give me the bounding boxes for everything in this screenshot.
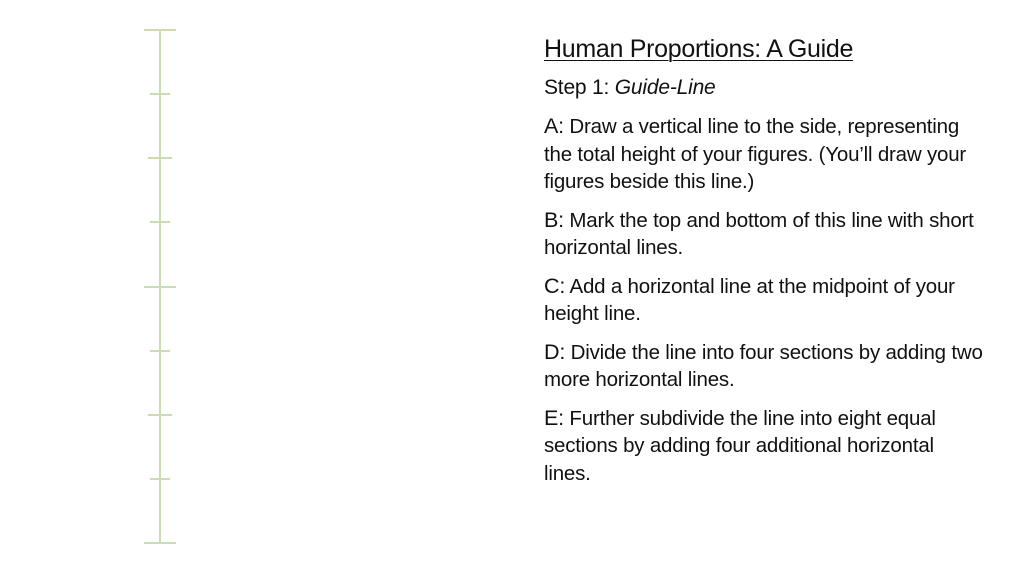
instruction-text: Add a horizontal line at the midpoint of your height line. [544,274,955,325]
tick-mark [150,93,170,95]
tick-mark [148,414,172,416]
instruction-b [544,207,984,262]
guide-line-diagram [0,0,330,576]
instruction-a [544,113,984,196]
instruction-key: B: [544,207,564,232]
tick-mark [150,350,170,352]
tick-mark [150,478,170,480]
instruction-key: C: [544,273,566,298]
page-title: Human Proportions: A Guide [544,35,854,63]
tick-mark [150,221,170,223]
instruction-e [544,405,984,488]
instruction-text: Divide the line into four sections by adding two more horizontal lines. [544,340,983,391]
instruction-c [544,273,984,328]
instruction-text: Mark the top and bottom of this line with short horizontal lines. [544,208,974,259]
tick-top [144,29,176,31]
instruction-text: Further subdivide the line into eight equal sections by adding four additional horizontal lines. [544,406,936,485]
tick-mark [148,157,172,159]
tick-midpoint [144,286,176,288]
instruction-key: D: [544,339,566,364]
step-label: Step 1: [544,76,610,99]
instruction-key: A: [544,114,564,138]
tick-bottom [144,542,176,544]
step-title: Guide-Line [614,76,716,99]
instructions-panel [544,32,984,498]
instruction-text: Draw a vertical line to the side, representing the total height of your figures. (You’ll draw your figures beside this line.) [544,115,967,193]
step-heading [544,74,984,102]
instruction-key: E: [544,405,564,430]
instruction-d [544,339,984,394]
